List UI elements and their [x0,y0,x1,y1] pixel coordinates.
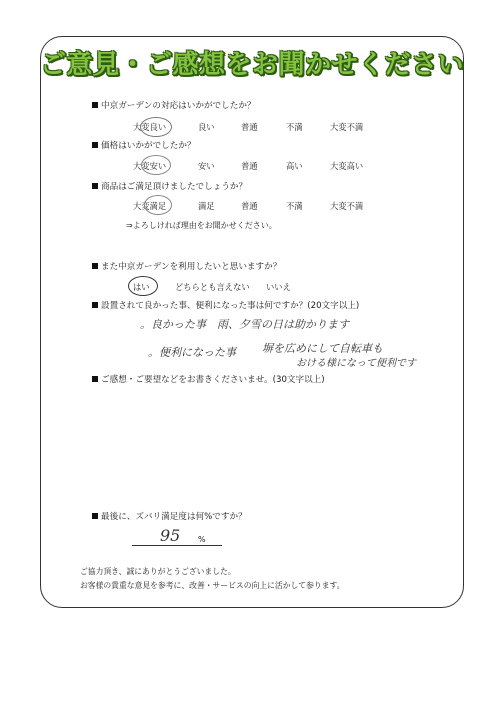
q3-option-3[interactable]: 普通 [241,201,258,211]
question-staff-response: 中京ガーデンの対応はいかがでしたか？ [92,99,256,111]
q1-option-1[interactable]: 大変良い [133,122,167,132]
q1-option-4[interactable]: 不満 [286,122,303,132]
q4-selection-circle [128,276,158,296]
q2-option-4[interactable]: 高い [286,161,303,171]
square-bullet-icon [92,263,98,269]
q2-selection-mark [141,155,171,175]
satisfaction-unit: % [198,535,206,544]
footer-message: お客様の貴重な意見を参考に、改善・サービスの向上に活かして参ります。 [80,581,345,590]
q3-option-1[interactable]: 大変満足 [133,201,167,211]
form-title: ご意見・ご感想をお聞かせください [40,50,465,80]
square-bullet-icon [92,142,98,148]
benefit-answer-line-2b: 塀を広めにして自転車も [262,342,383,355]
benefit-answer-line-1: 。良かった事 雨、夕雪の日は助かります [140,318,349,331]
footer-thanks: ご協力頂き、誠にありがとうございました。 [80,567,236,576]
benefit-answer-line-3: おける様になって便利です [296,358,416,369]
question-benefits: 設置されて良かった事、便利になった事は何ですか？(20文字以上) [92,299,359,311]
q1-selection-mark [140,117,172,137]
satisfaction-underline [132,545,222,546]
q1-option-3[interactable]: 普通 [241,122,258,132]
question-price: 価格はいかがでしたか？ [92,139,196,151]
question-satisfaction-percent: 最後に、ズバリ満足度は何%ですか？ [92,510,247,522]
square-bullet-icon [92,183,98,189]
q2-option-2[interactable]: 安い [198,161,215,171]
square-bullet-icon [92,513,98,519]
satisfaction-value: 95 [160,526,181,545]
question-reuse: また中京ガーデンを利用したいと思いますか？ [92,260,281,272]
q1-option-2[interactable]: 良い [198,122,215,132]
q3-option-2[interactable]: 満足 [198,201,215,211]
question-comments: ご感想・ご要望などをお書きくださいませ。(30文字以上) [92,373,325,385]
q4-option-neutral[interactable]: どちらとも言えない [175,282,250,292]
reason-prompt: ⇒よろしければ理由をお聞かせください。 [126,221,277,230]
square-bullet-icon [92,376,98,382]
q2-option-5[interactable]: 大変高い [330,161,364,171]
q1-option-5[interactable]: 大変不満 [330,122,364,132]
q3-selection-mark [144,195,172,215]
q3-option-5[interactable]: 大変不満 [330,201,364,211]
q2-option-3[interactable]: 普通 [241,161,258,171]
q3-option-4[interactable]: 不満 [286,201,303,211]
question-product-satisfaction: 商品はご満足頂けましたでしょうか？ [92,180,247,192]
square-bullet-icon [92,102,98,108]
q4-option-no[interactable]: いいえ [266,282,291,292]
square-bullet-icon [92,302,98,308]
benefit-answer-line-2a: 。便利になった事 [148,346,236,359]
q2-option-1[interactable]: 大変安い [133,161,167,171]
q4-option-yes[interactable]: はい [133,282,150,292]
